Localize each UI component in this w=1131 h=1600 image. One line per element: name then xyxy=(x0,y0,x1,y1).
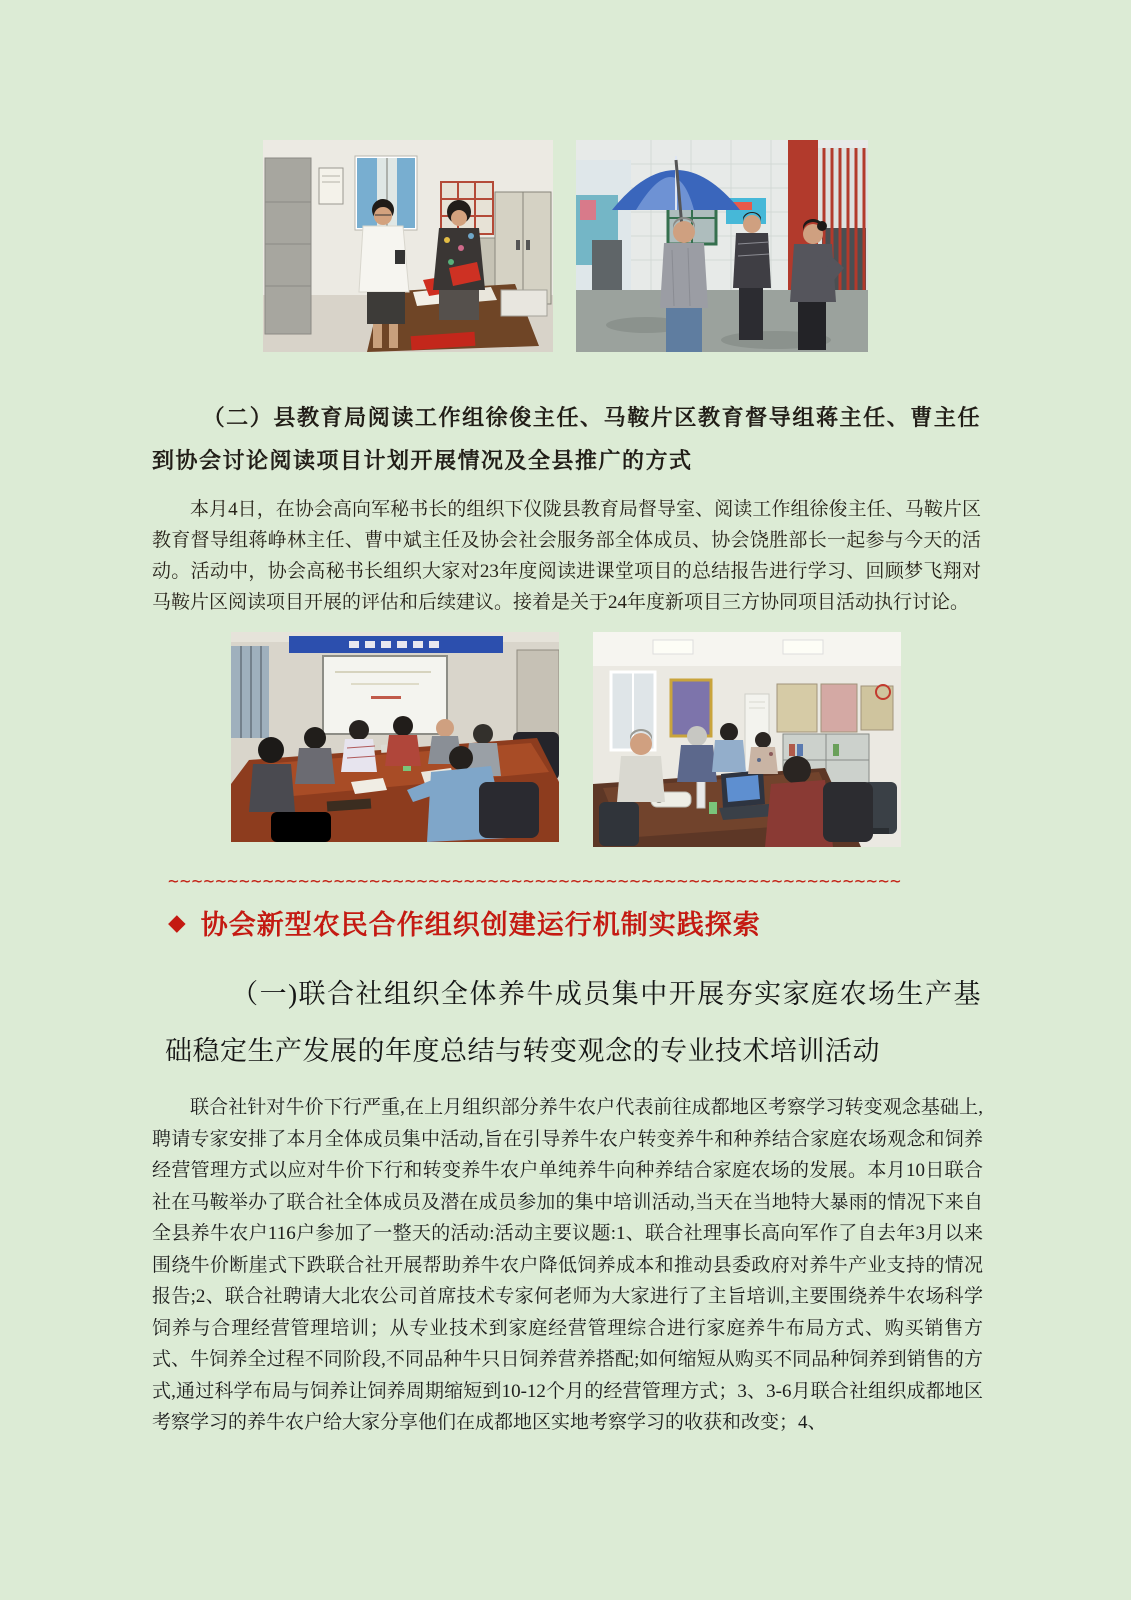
wavy-separator: ~~~~~~~~~~~~~~~~~~~~~~~~~~~~~~~~~~~~~~~~~~~~~~~~~~~~~~~~~~~~~~ xyxy=(168,871,902,892)
photo-office-illustration xyxy=(263,140,553,352)
photo-office-document-review xyxy=(263,140,553,352)
photo-row-top xyxy=(0,0,1131,352)
photo-row-meetings xyxy=(0,632,1131,847)
photo-outdoor-illustration xyxy=(576,140,868,352)
diamond-bullet-icon: ◆ xyxy=(168,909,187,935)
photo-office-laptop-meeting xyxy=(593,632,901,847)
photo-meeting2-illustration xyxy=(593,632,901,847)
section1-paragraph: 本月4日，在协会高向军秘书长的组织下仪陇县教育局督导室、阅读工作组徐俊主任、马鞍片区教育督导组蒋峥林主任、曹中斌主任及协会社会服务部全体成员、协会饶胜部长一起参与今天的活动。活动中，协会高秘书长组织大家对23年度阅读进课堂项目的总结报告进行学习、回顾梦飞翔对马鞍片区阅读项目开展的评估和后续建议。接着是关于24年度新项目三方协同项目活动执行讨论。 xyxy=(152,499,981,613)
section2-paragraph: 联合社针对牛价下行严重,在上月组织部分养牛农户代表前往成都地区考察学习转变观念基础上,聘请专家安排了本月全体成员集中活动,旨在引导养牛农户转变养牛和种养结合家庭农场观念和饲养经营管理方式以应对牛价下行和转变养牛农户单纯养牛向种养结合家庭农场的发展。本月10日联合社在马鞍举办了联合社全体成员及潜在成员参加的集中培训活动,当天在当地特大暴雨的情况下来自全县养牛农户116户参加了一整天的活动:活动主要议题:1、联合社理事长高向军作了自去年3月以来围绕牛价断崖式下跌联合社开展帮助养牛农户降低饲养成本和推动县委政府对养牛产业支持的情况报告;2、联合社聘请大北农公司首席技术专家何老师为大家进行了主旨培训,主要围绕养牛农场科学饲养与合理经营管理培训；从专业技术到家庭经营管理综合进行家庭养牛布局方式、购买销售方式、牛饲养全过程不同阶段,不同品种牛只日饲养营养搭配;如何缩短从购买不同品种饲养到销售的方式,通过科学布局与饲养让饲养周期缩短到10-12个月的经营管理方式；3、3-6月联合社组织成都地区考察学习的养牛农户给大家分享他们在成都地区实地考察学习的收获和改变；4、 xyxy=(152,1097,983,1433)
photo-outdoor-umbrella-talk xyxy=(576,140,868,352)
section1-heading: （二）县教育局阅读工作组徐俊主任、马鞍片区教育督导组蒋主任、曹主任到协会讨论阅读项目计划开展情况及全县推广的方式 xyxy=(152,405,981,473)
section2-title xyxy=(168,903,981,942)
photo-meeting1-illustration xyxy=(231,632,559,842)
photo-conference-table-meeting xyxy=(231,632,559,842)
section2-title-text: 协会新型农民合作组织创建运行机制实践探索 xyxy=(200,910,761,940)
section2-subheading: （一)联合社组织全体养牛成员集中开展夯实家庭农场生产基础稳定生产发展的年度总结与转变观念的专业技术培训活动 xyxy=(165,979,981,1066)
